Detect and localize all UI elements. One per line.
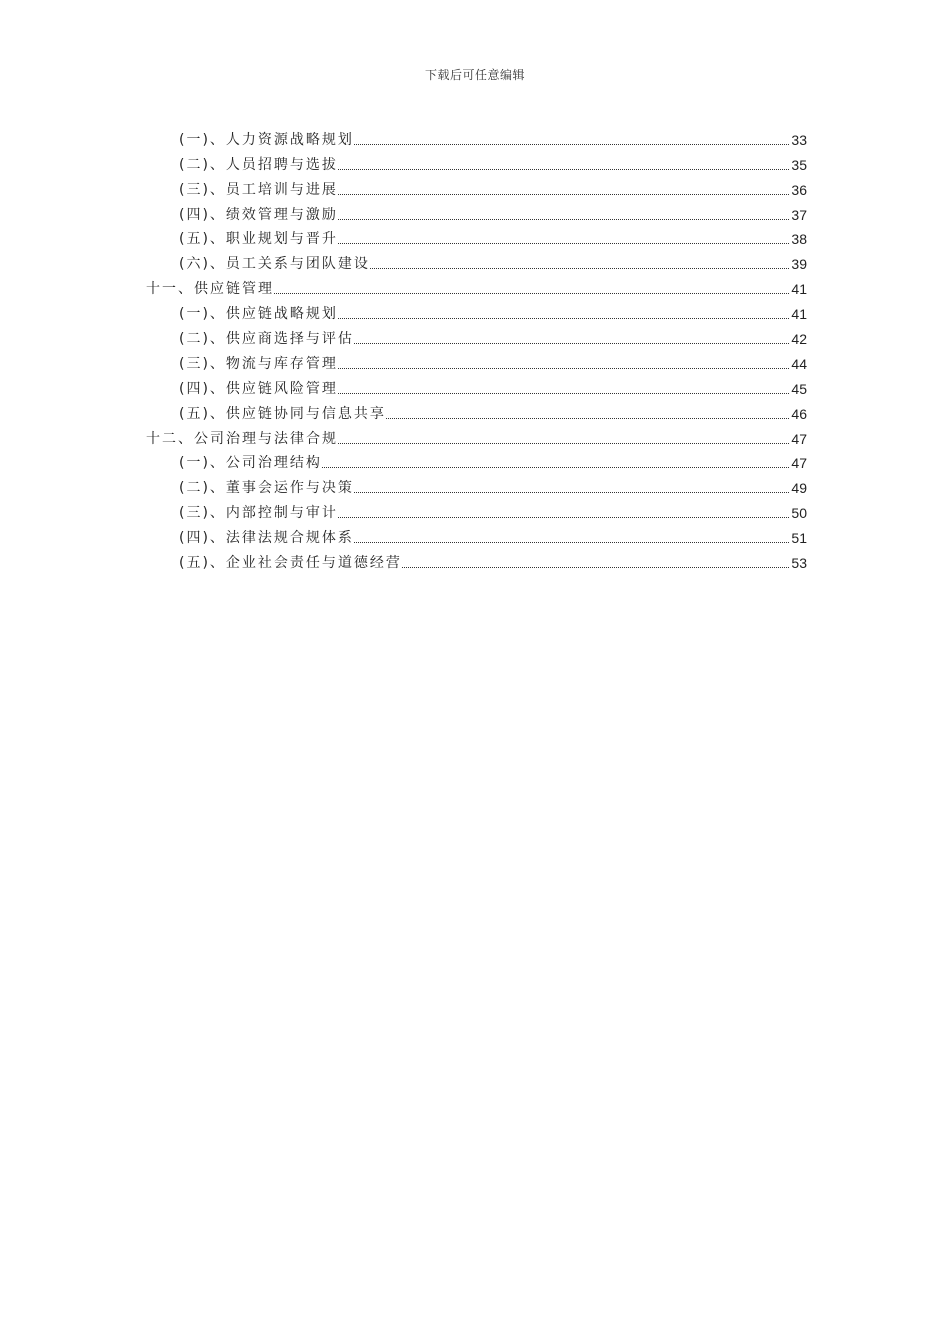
toc-entry-title: (三)、内部控制与审计: [179, 505, 338, 522]
toc-entry-page: 38: [791, 231, 807, 248]
toc-entry[interactable]: [0, 548, 807, 573]
toc-dot-leader: [354, 542, 789, 543]
toc-entry-title: (一)、公司治理结构: [179, 455, 322, 472]
toc-entry[interactable]: [0, 299, 807, 324]
toc-entry-title: (二)、董事会运作与决策: [179, 480, 354, 497]
toc-entry-title: (六)、员工关系与团队建设: [179, 256, 370, 273]
toc-entry-page: 50: [791, 505, 807, 522]
toc-entry-title: (四)、供应链风险管理: [179, 380, 338, 397]
toc-entry-page: 47: [791, 455, 807, 472]
toc-entry-page: 42: [791, 331, 807, 348]
toc-entry-title: (三)、物流与库存管理: [179, 355, 338, 372]
toc-entry-title: (二)、人员招聘与选拔: [179, 156, 338, 173]
toc-dot-leader: [274, 293, 789, 294]
toc-entry-page: 33: [791, 131, 807, 148]
toc-dot-leader: [354, 144, 789, 145]
toc-entry-title: 十一、供应链管理: [146, 281, 274, 298]
toc-entry[interactable]: [0, 225, 807, 250]
toc-dot-leader: [338, 517, 789, 518]
toc-entry-page: 45: [791, 380, 807, 397]
toc-entry-page: 36: [791, 181, 807, 198]
toc-entry[interactable]: [0, 125, 807, 150]
toc-entry-title: (五)、企业社会责任与道德经营: [179, 555, 402, 572]
toc-chapter-entry[interactable]: [0, 274, 807, 299]
toc-entry-page: 47: [791, 430, 807, 447]
toc-dot-leader: [354, 343, 789, 344]
toc-entry[interactable]: [0, 523, 807, 548]
toc-entry-page: 41: [791, 281, 807, 298]
toc-entry[interactable]: [0, 200, 807, 225]
toc-dot-leader: [338, 443, 789, 444]
toc-dot-leader: [386, 418, 789, 419]
toc-entry[interactable]: [0, 324, 807, 349]
toc-entry-page: 51: [791, 530, 807, 547]
toc-dot-leader: [338, 194, 789, 195]
toc-entry-title: 十二、公司治理与法律合规: [146, 430, 338, 447]
toc-entry-title: (五)、供应链协同与信息共享: [179, 405, 386, 422]
toc-entry-title: (一)、人力资源战略规划: [179, 131, 354, 148]
toc-dot-leader: [338, 368, 789, 369]
toc-entry-title: (二)、供应商选择与评估: [179, 331, 354, 348]
toc-dot-leader: [322, 467, 789, 468]
toc-entry[interactable]: [0, 249, 807, 274]
toc-entry-page: 46: [791, 405, 807, 422]
toc-dot-leader: [338, 219, 789, 220]
toc-entry-page: 44: [791, 355, 807, 372]
toc-dot-leader: [338, 243, 789, 244]
toc-entry-title: (三)、员工培训与进展: [179, 181, 338, 198]
toc-entry[interactable]: [0, 449, 807, 474]
toc-entry-page: 41: [791, 306, 807, 323]
toc-entry-title: (四)、绩效管理与激励: [179, 206, 338, 223]
toc-dot-leader: [370, 268, 789, 269]
toc-entry-page: 53: [791, 555, 807, 572]
toc-entry[interactable]: [0, 175, 807, 200]
toc-entry[interactable]: [0, 150, 807, 175]
toc-entry[interactable]: [0, 498, 807, 523]
toc-entry[interactable]: [0, 399, 807, 424]
toc-dot-leader: [338, 169, 789, 170]
toc-dot-leader: [338, 318, 789, 319]
toc-dot-leader: [402, 567, 789, 568]
toc-entry-page: 39: [791, 256, 807, 273]
toc-entry-page: 37: [791, 206, 807, 223]
toc-entry[interactable]: [0, 473, 807, 498]
toc-dot-leader: [354, 492, 789, 493]
toc-dot-leader: [338, 393, 789, 394]
table-of-contents: [0, 125, 950, 573]
toc-entry-title: (一)、供应链战略规划: [179, 306, 338, 323]
toc-entry[interactable]: [0, 374, 807, 399]
page-header: 下载后可任意编辑: [424, 68, 525, 82]
toc-entry-title: (五)、职业规划与晋升: [179, 231, 338, 248]
toc-entry-page: 35: [791, 156, 807, 173]
toc-entry-title: (四)、法律法规合规体系: [179, 530, 354, 547]
toc-chapter-entry[interactable]: [0, 424, 807, 449]
toc-entry-page: 49: [791, 480, 807, 497]
toc-entry[interactable]: [0, 349, 807, 374]
